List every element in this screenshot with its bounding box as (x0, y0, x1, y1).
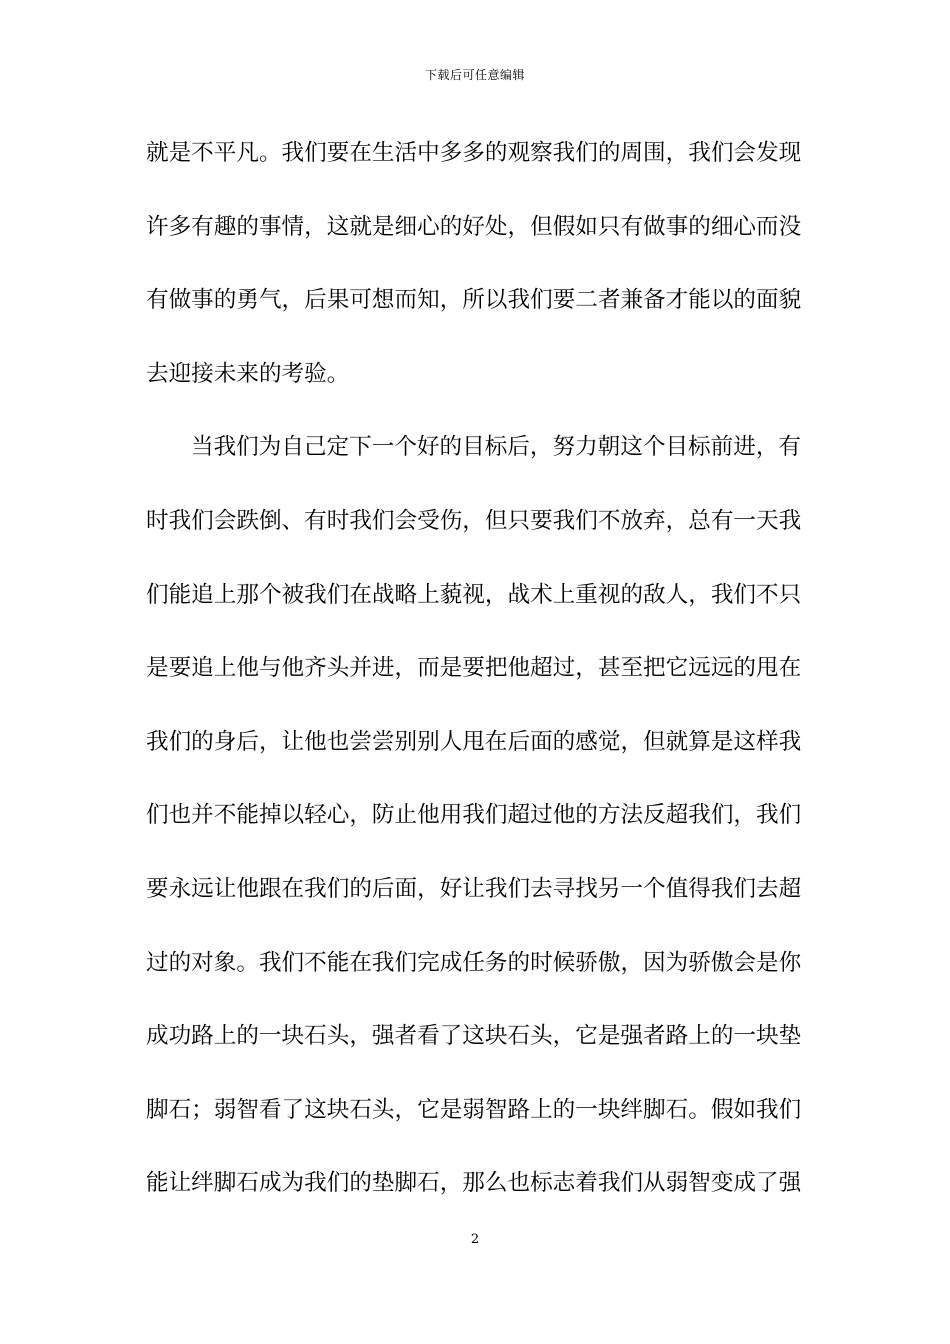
text-line: 能让绊脚石成为我们的垫脚石，那么也标志着我们从弱智变成了强 (146, 1170, 802, 1197)
text-line: 成功路上的一块石头，强者看了这块石头，它是强者路上的一块垫 (146, 1023, 802, 1050)
text-line: 脚石；弱智看了这块石头，它是弱智路上的一块绊脚石。假如我们 (146, 1096, 802, 1123)
document-body (146, 130, 806, 1234)
text-line: 有做事的勇气，后果可想而知，所以我们要二者兼备才能以的面貌 (146, 287, 802, 314)
text-line: 们也并不能掉以轻心，防止他用我们超过他的方法反超我们，我们 (146, 802, 802, 829)
text-line: 许多有趣的事情，这就是细心的好处，但假如只有做事的细心而没 (146, 213, 802, 240)
text-line: 们能追上那个被我们在战略上藐视，战术上重视的敌人，我们不只 (146, 581, 802, 608)
text-line: 就是不平凡。我们要在生活中多多的观察我们的周围，我们会发现 (146, 140, 802, 166)
text-line: 过的对象。我们不能在我们完成任务的时候骄傲，因为骄傲会是你 (146, 949, 802, 976)
page-header: 下载后可任意编辑 (424, 68, 525, 82)
page-number: 2 (470, 1232, 480, 1247)
text-line: 要永远让他跟在我们的后面，好让我们去寻找另一个值得我们去超 (146, 875, 802, 902)
text-line: 是要追上他与他齐头并进，而是要把他超过，甚至把它远远的甩在 (146, 655, 802, 682)
text-line: 时我们会跌倒、有时我们会受伤，但只要我们不放弃，总有一天我 (146, 507, 802, 534)
paragraph-first-line: 当我们为自己定下一个好的目标后，努力朝这个目标前进，有 (191, 434, 802, 461)
text-line: 去迎接未来的考验。 (146, 360, 350, 387)
text-line: 我们的身后，让他也尝尝别别人甩在后面的感觉，但就算是这样我 (146, 728, 802, 755)
